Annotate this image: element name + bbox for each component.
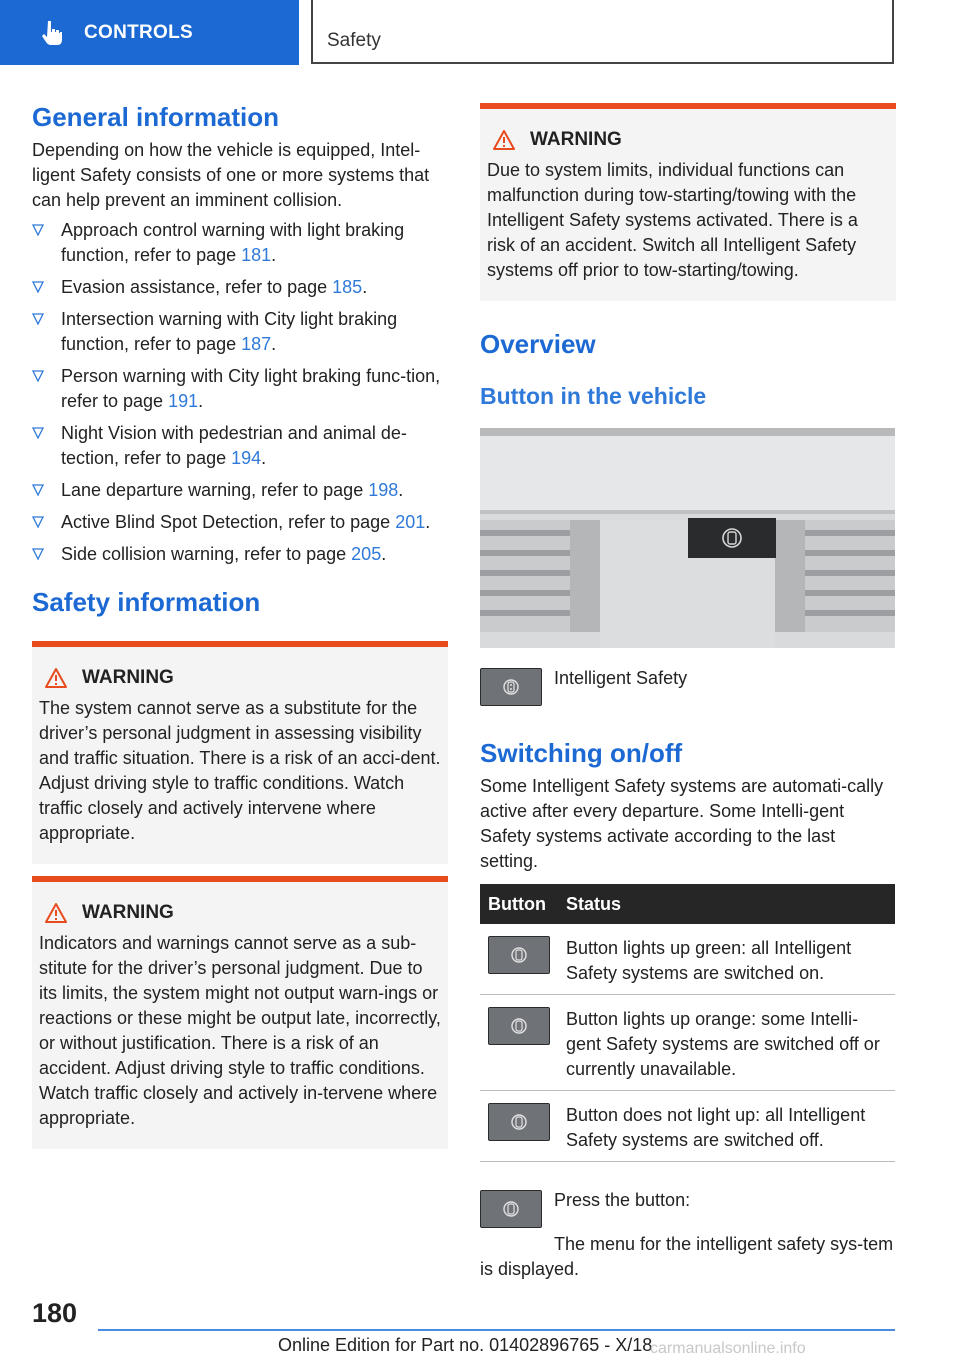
list-item: Approach control warning with light braking function, refer to page 181. — [32, 218, 448, 268]
right-column — [480, 103, 896, 1282]
intelligent-safety-icon — [503, 678, 519, 696]
table-row — [480, 924, 895, 995]
triangle-bullet-icon — [32, 516, 44, 528]
intelligent-safety-icon — [511, 1113, 527, 1131]
triangle-bullet-icon — [32, 548, 44, 560]
chapter-label: CONTROLS — [84, 21, 194, 43]
triangle-bullet-icon — [32, 224, 44, 236]
press-button-image[interactable] — [480, 1190, 542, 1228]
list-item: Active Blind Spot Detection, refer to page 201. — [32, 510, 448, 535]
dashboard-photo — [480, 428, 895, 648]
triangle-bullet-icon — [32, 427, 44, 439]
press-instruction — [480, 1190, 896, 1228]
page-link[interactable]: 187 — [241, 334, 272, 354]
warning-triangle-icon — [44, 667, 68, 689]
list-item: Evasion assistance, refer to page 185. — [32, 275, 448, 300]
general-information-heading: General information — [32, 102, 280, 132]
safety-information-heading: Safety information — [32, 587, 261, 617]
button-legend — [480, 668, 896, 706]
triangle-bullet-icon — [32, 313, 44, 325]
switching-intro: Some Intelligent Safety systems are automati-cally active after every departure. Some Intelli-gent Safety systems activate according to the last setting. — [480, 776, 884, 871]
warning-triangle-icon — [44, 902, 68, 924]
system-list — [32, 218, 448, 567]
overview-heading: Overview — [480, 329, 596, 359]
watermark: carmanualsonline.info — [650, 1340, 806, 1357]
switching-heading: Switching on/off — [480, 738, 683, 768]
button-off-state — [488, 1103, 550, 1141]
status-text: Button does not light up: all Intelligent Safety systems are switched off. — [558, 1091, 895, 1162]
section-title: Safety — [327, 30, 381, 51]
footer-divider — [98, 1329, 895, 1331]
status-table — [480, 884, 895, 1162]
button-orange-state — [488, 1007, 550, 1045]
warning-label: WARNING — [530, 129, 622, 150]
warning-text: Due to system limits, individual functions can malfunction during tow-starting/towing with the Intelligent Safety systems activated. There is a risk of an accident. Switch all Intelligent Safety systems off prior to tow-starting/towing. — [487, 160, 858, 280]
page-link[interactable]: 198 — [368, 480, 399, 500]
warning-text: Indicators and warnings cannot serve as a sub-stitute for the driver’s personal judgment. Due to its limits, the system might not output warn-ings or reactions or these might be output late, incorrectly, or without justification. There is a risk of an accident. Adjust driving style to traffic conditions. Watch traffic closely and actively in-tervene where appropriate. — [39, 933, 441, 1128]
page-link[interactable]: 201 — [395, 512, 426, 532]
edition-note: Online Edition for Part no. 01402896765 - X/18 — [278, 1335, 653, 1355]
hand-pointer-icon — [42, 20, 64, 46]
warning-label: WARNING — [82, 902, 174, 923]
intelligent-safety-icon — [511, 946, 527, 964]
table-header: Button — [480, 884, 558, 924]
press-text: Press the button: — [554, 1190, 691, 1210]
intelligent-safety-icon — [503, 1200, 519, 1218]
page-link[interactable]: 191 — [168, 391, 199, 411]
page-link[interactable]: 181 — [241, 245, 272, 265]
intelligent-safety-button[interactable] — [480, 668, 542, 706]
table-row — [480, 1091, 895, 1162]
warning-box — [480, 103, 896, 301]
list-item: Person warning with City light braking func-tion, refer to page 191. — [32, 364, 448, 414]
press-result: The menu for the intelligent safety sys-tem is displayed. — [480, 1234, 894, 1279]
button-in-vehicle-heading: Button in the vehicle — [480, 383, 707, 409]
page-link[interactable]: 185 — [332, 277, 363, 297]
button-green-state — [488, 936, 550, 974]
list-item: Side collision warning, refer to page 205. — [32, 542, 448, 567]
page-link[interactable]: 205 — [351, 544, 382, 564]
page-number: 180 — [32, 1298, 78, 1328]
general-intro: Depending on how the vehicle is equipped, Intel-ligent Safety consists of one or more systems that can help prevent an imminent collision. — [32, 140, 430, 210]
warning-text: The system cannot serve as a substitute for the driver’s personal judgment in assessing visibility and traffic situation. There is a risk of an acci-dent. Adjust driving style to traffic conditions. Watch traffic closely and actively intervene where appropriate. — [39, 698, 441, 843]
list-item: Night Vision with pedestrian and animal de-tection, refer to page 194. — [32, 421, 448, 471]
list-item: Lane departure warning, refer to page 198. — [32, 478, 448, 503]
status-text: Button lights up green: all Intelligent Safety systems are switched on. — [558, 924, 895, 995]
table-header: Status — [558, 884, 895, 924]
warning-label: WARNING — [82, 667, 174, 688]
section-header — [311, 0, 894, 64]
page-link[interactable]: 194 — [231, 448, 262, 468]
triangle-bullet-icon — [32, 484, 44, 496]
table-row — [480, 995, 895, 1091]
button-caption: Intelligent Safety — [554, 668, 688, 688]
list-item: Intersection warning with City light braking function, refer to page 187. — [32, 307, 448, 357]
left-column — [32, 100, 448, 1149]
warning-box — [32, 641, 448, 864]
warning-triangle-icon — [492, 129, 516, 151]
triangle-bullet-icon — [32, 370, 44, 382]
dashboard-vents-image — [480, 428, 895, 648]
triangle-bullet-icon — [32, 281, 44, 293]
intelligent-safety-icon — [511, 1017, 527, 1035]
warning-box — [32, 876, 448, 1149]
chapter-tab[interactable] — [0, 0, 299, 65]
status-text: Button lights up orange: some Intelli-gent Safety systems are switched off or currently unavailable. — [558, 995, 895, 1091]
